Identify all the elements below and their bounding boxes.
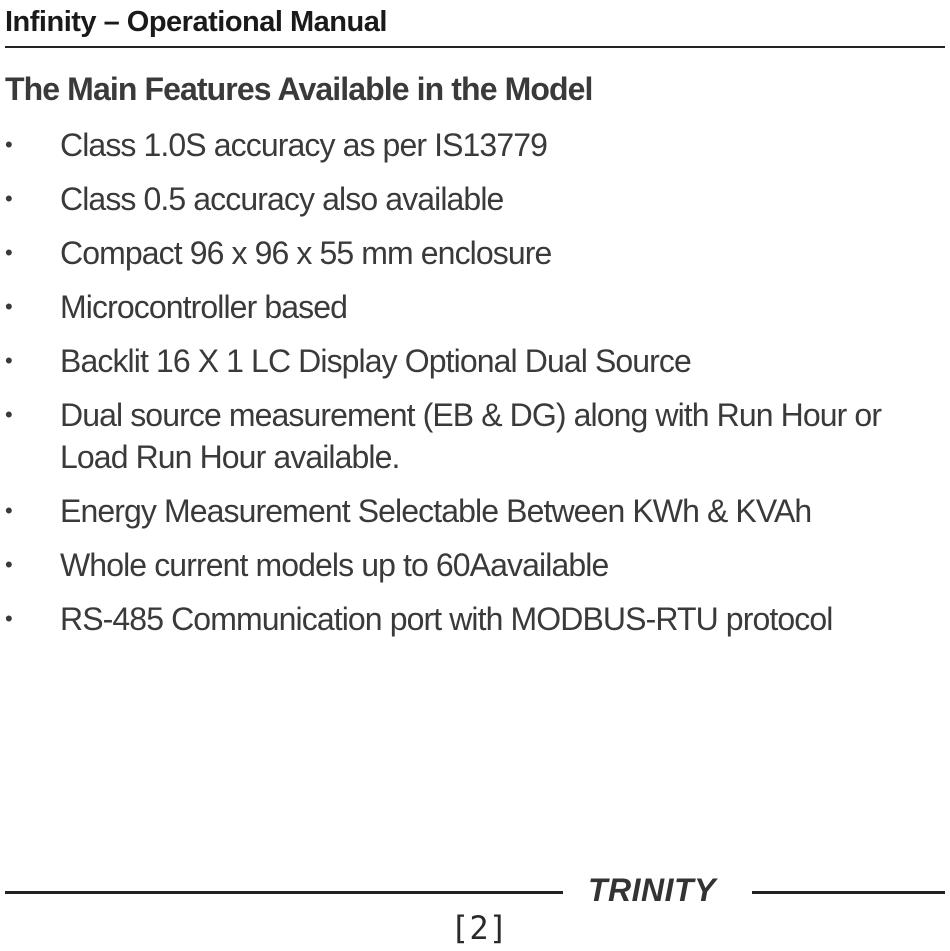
feature-text-line-1: Dual source measurement (EB & DG) along with Run Hour or — [60, 397, 882, 433]
bullet-icon: • — [5, 240, 12, 265]
list-item — [0, 598, 950, 640]
page-header — [5, 4, 945, 48]
feature-text: RS-485 Communication port with MODBUS-RTU protocol — [60, 601, 833, 637]
feature-text-line-2: Load Run Hour available. — [60, 439, 400, 475]
feature-text: Backlit 16 X 1 LC Display Optional Dual Source — [60, 343, 691, 379]
bullet-icon: • — [5, 348, 12, 373]
list-item — [0, 178, 950, 220]
header-title: Infinity – Operational Manual — [5, 6, 387, 38]
feature-list — [0, 124, 950, 652]
list-item — [0, 544, 950, 586]
feature-text: Class 0.5 accuracy also available — [60, 181, 504, 217]
feature-text: Microcontroller based — [60, 289, 348, 325]
bullet-icon: • — [5, 606, 12, 631]
list-item — [0, 340, 950, 382]
feature-text: Whole current models up to 60Aavailable — [60, 547, 609, 583]
bullet-icon: • — [5, 294, 12, 319]
list-item — [0, 286, 950, 328]
footer-divider-right — [752, 891, 945, 894]
page-number: [2] — [450, 909, 508, 947]
bullet-icon: • — [5, 552, 12, 577]
feature-text: Compact 96 x 96 x 55 mm enclosure — [60, 235, 552, 271]
list-item — [0, 490, 950, 532]
feature-text: Energy Measurement Selectable Between KWh & KVAh — [60, 493, 812, 529]
feature-text: Class 1.0S accuracy as per IS13779 — [60, 127, 548, 163]
list-item — [0, 394, 950, 478]
section-title: The Main Features Available in the Model — [5, 71, 593, 107]
brand-logo: TRINITY — [588, 872, 716, 908]
bullet-icon: • — [5, 186, 12, 211]
list-item — [0, 232, 950, 274]
bullet-icon: • — [5, 132, 12, 157]
bullet-icon: • — [5, 498, 12, 523]
footer-divider-left — [5, 891, 563, 894]
list-item — [0, 124, 950, 166]
bullet-icon: • — [5, 402, 12, 427]
